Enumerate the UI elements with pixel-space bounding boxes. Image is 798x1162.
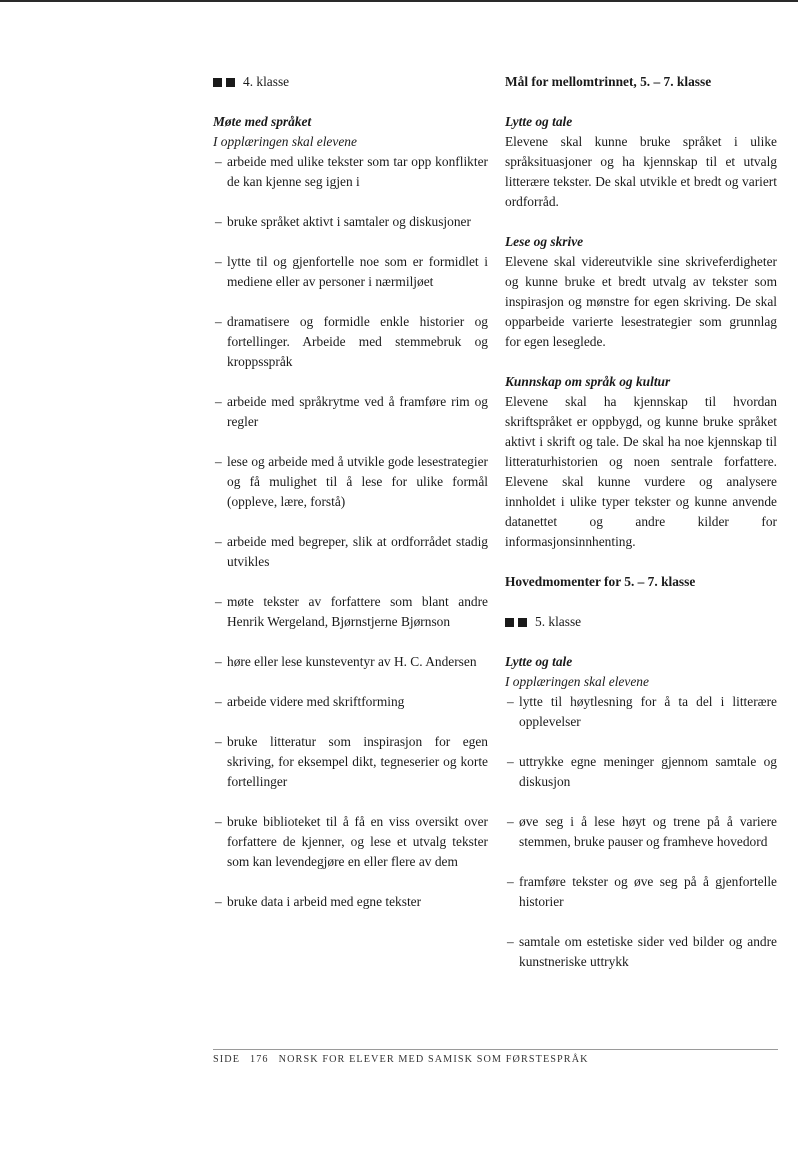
intro-text: I opplæringen skal elevene [505,674,649,689]
list-item: – bruke biblioteket til å få en viss oversikt over forfattere de kjenner, og lese et utvalg tekster som kan levendegjøre en eller flere av dem [213,812,488,872]
goal-text: Elevene skal videreutvikle sine skriveferdigheter og kunne bruke et bredt utvalg av tekster som inspirasjon og mønstre for egen skriving. De skal opparbeide varierte lesestrategier som grunnlag for egen leseglede. [505,254,777,349]
goal-title: Kunnskap om språk og kultur [505,374,671,389]
square-bullet-icon [518,618,527,627]
goal-text: Elevene skal kunne bruke språket i ulike språksituasjoner og ha kjennskap til et utvalg litterære tekster. De skal utvikle et bredt og variert ordforråd. [505,134,777,209]
square-bullet-icon [213,78,222,87]
footer-title: NORSK FOR ELEVER MED SAMISK SOM FØRSTESPRÅK [278,1054,589,1065]
footer-page-number: 176 [250,1054,269,1065]
goals-heading: Mål for mellomtrinnet, 5. – 7. klasse [505,74,712,89]
grade-4-item-list [213,152,488,912]
goal-title: Lytte og tale [505,114,573,129]
grade-5-label: 5. klasse [535,614,582,629]
list-item: – arbeide med ulike tekster som tar opp konflikter de kan kjenne seg igjen i [213,152,488,192]
footer-divider [213,1049,778,1050]
section-title-mote-med-spraket: Møte med språket [213,114,312,129]
left-column [213,72,488,932]
intro-text: I opplæringen skal elevene [213,134,357,149]
list-item: – høre eller lese kunsteventyr av H. C. Andersen [213,652,488,672]
grade-5-heading [505,612,777,632]
list-item: – møte tekster av forfattere som blant andre Henrik Wergeland, Bjørnstjerne Bjørnson [213,592,488,632]
list-item: – arbeide med språkrytme ved å framføre rim og regler [213,392,488,432]
grade-4-label: 4. klasse [243,74,290,89]
goal-title: Lese og skrive [505,234,584,249]
list-item: – framføre tekster og øve seg på å gjenfortelle historier [505,872,777,912]
grade-4-heading [213,72,488,92]
list-item: – øve seg i å lese høyt og trene på å variere stemmen, bruke pauser og framheve hovedord [505,812,777,852]
main-moments-heading: Hovedmomenter for 5. – 7. klasse [505,574,696,589]
right-column [505,72,777,992]
square-bullet-icon [505,618,514,627]
goals-section [505,112,777,572]
page-footer [213,1054,599,1065]
goal-text: Elevene skal ha kjennskap til hvordan skriftspråket er oppbygd, og kunne bruke språket aktivt i skrift og tale. De skal ha noe kjennskap til litteraturhistorien og noen sentrale forfattere. Elevene skal kunne vurdere og analysere innholdet i ulike typer tekster og kunne anvende datanettet og andre kilder for informasjonsinnhenting. [505,394,777,549]
list-item: – dramatisere og formidle enkle historier og fortellinger. Arbeide med stemmebruk og kroppsspråk [213,312,488,372]
square-bullet-icon [226,78,235,87]
list-item: – lytte til høytlesning for å ta del i litterære opplevelser [505,692,777,732]
section-title-lytte-og-tale: Lytte og tale [505,654,573,669]
list-item: – lese og arbeide med å utvikle gode lesestrategier og få mulighet til å lese for ulike formål (oppleve, lære, forstå) [213,452,488,512]
list-item: – lytte til og gjenfortelle noe som er formidlet i mediene eller av personer i nærmiljøet [213,252,488,292]
list-item: – bruke litteratur som inspirasjon for egen skriving, for eksempel dikt, tegneserier og korte fortellinger [213,732,488,792]
list-item: – samtale om estetiske sider ved bilder og andre kunstneriske uttrykk [505,932,777,972]
list-item: – arbeide med begreper, slik at ordforrådet stadig utvikles [213,532,488,572]
list-item: – uttrykke egne meninger gjennom samtale og diskusjon [505,752,777,792]
list-item: – bruke språket aktivt i samtaler og diskusjoner [213,212,488,232]
footer-side-label: SIDE [213,1054,241,1065]
list-item: – arbeide videre med skriftforming [213,692,488,712]
top-border [0,0,798,2]
list-item: – bruke data i arbeid med egne tekster [213,892,488,912]
grade-5-item-list [505,692,777,972]
